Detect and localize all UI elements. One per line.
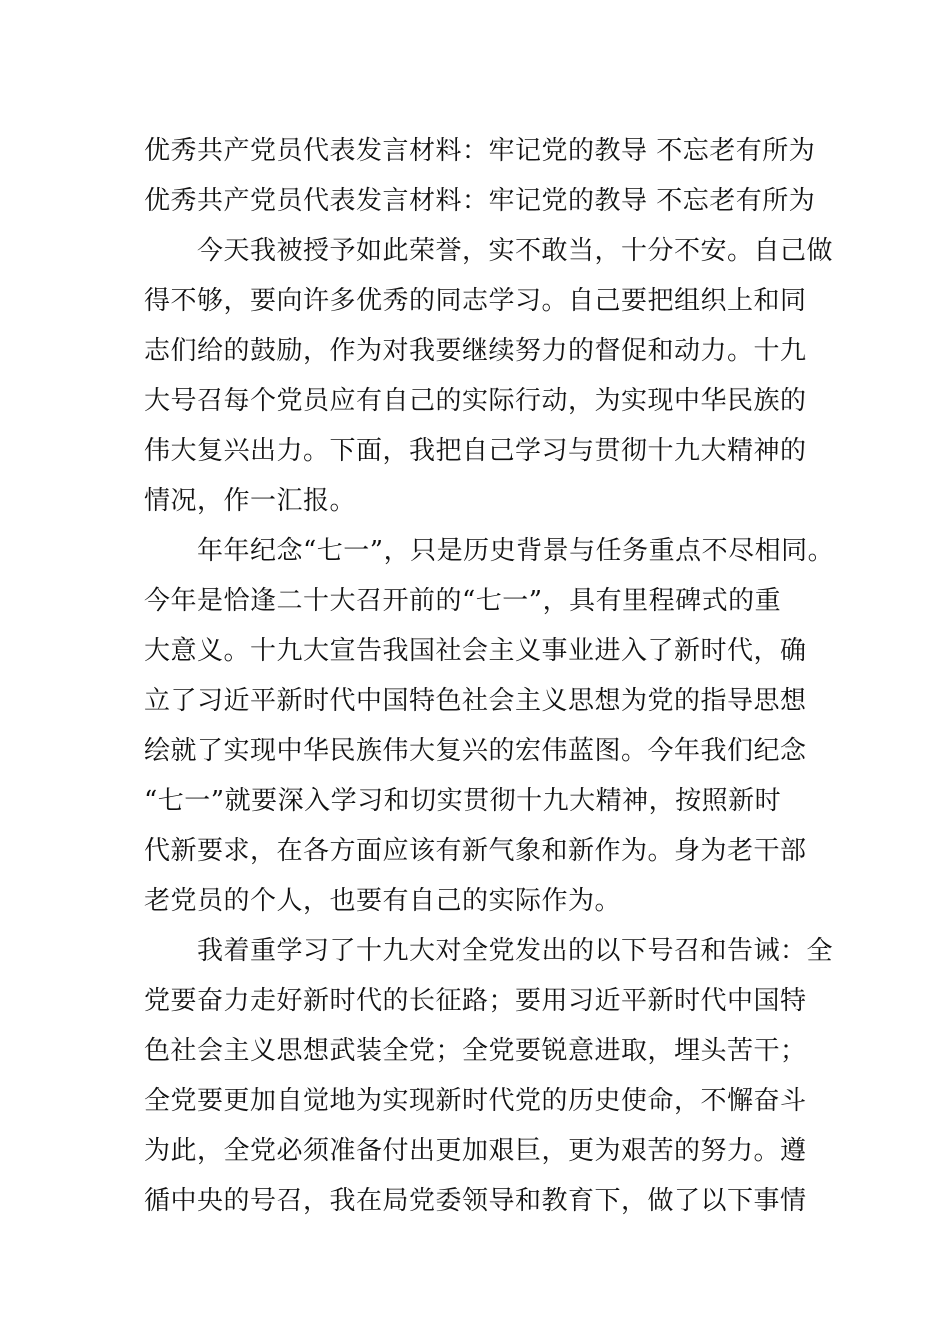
body-line: 年年纪念“七一”，只是历史背景与任务重点不尽相同。 <box>144 536 835 566</box>
body-line: 今年是恰逢二十大召开前的“七一”，具有里程碑式的重 <box>144 586 782 616</box>
body-line: 伟大复兴出力。下面，我把自己学习与贯彻十九大精神的 <box>144 436 807 466</box>
body-line: 今天我被授予如此荣誉，实不敢当，十分不安。自己做 <box>144 236 834 266</box>
body-line: 大意义。十九大宣告我国社会主义事业进入了新时代，确 <box>144 636 807 666</box>
body-line: 我着重学习了十九大对全党发出的以下号召和告诫：全 <box>144 936 834 966</box>
body-line: 绘就了实现中华民族伟大复兴的宏伟蓝图。今年我们纪念 <box>144 736 807 766</box>
body-line: 循中央的号召，我在局党委领导和教育下，做了以下事情 <box>144 1186 807 1216</box>
body-line: 老党员的个人，也要有自己的实际作为。 <box>144 886 622 916</box>
title-line: 优秀共产党员代表发言材料：牢记党的教导 不忘老有所为 <box>144 136 816 166</box>
body-line: 立了习近平新时代中国特色社会主义思想为党的指导思想 <box>144 686 807 716</box>
body-line: 代新要求，在各方面应该有新气象和新作为。身为老干部 <box>144 836 807 866</box>
body-line: 大号召每个党员应有自己的实际行动，为实现中华民族的 <box>144 386 807 416</box>
body-line: 色社会主义思想武装全党；全党要锐意进取，埋头苦干； <box>144 1036 807 1066</box>
body-line: 志们给的鼓励，作为对我要继续努力的督促和动力。十九 <box>144 336 807 366</box>
body-line: 党要奋力走好新时代的长征路；要用习近平新时代中国特 <box>144 986 807 1016</box>
body-line: 情况，作一汇报。 <box>144 486 357 516</box>
body-line: “七一”就要深入学习和切实贯彻十九大精神，按照新时 <box>144 786 782 816</box>
body-line: 得不够，要向许多优秀的同志学习。自己要把组织上和同 <box>144 286 807 316</box>
title-line: 优秀共产党员代表发言材料：牢记党的教导 不忘老有所为 <box>144 186 816 216</box>
body-line: 全党要更加自觉地为实现新时代党的历史使命，不懈奋斗 <box>144 1086 807 1116</box>
body-line: 为此，全党必须准备付出更加艰巨，更为艰苦的努力。遵 <box>144 1136 807 1166</box>
